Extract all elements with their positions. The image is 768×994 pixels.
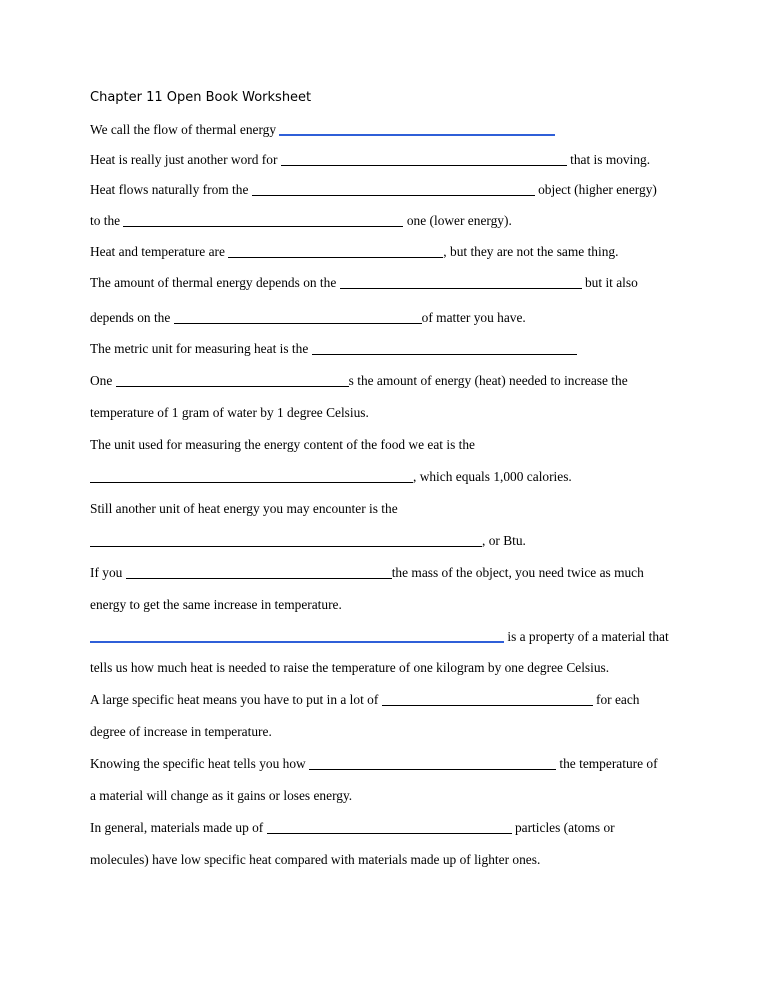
- line-text: Heat and temperature are: [90, 244, 229, 259]
- answer-blank[interactable]: [309, 756, 556, 770]
- line-text: molecules) have low specific heat compared with materials made up of lighter ones.: [90, 852, 541, 867]
- worksheet-line: [90, 597, 342, 613]
- answer-blank[interactable]: [279, 121, 555, 136]
- line-text: Still another unit of heat energy you may encounter is the: [90, 501, 398, 516]
- line-text: the temperature of: [556, 756, 658, 771]
- worksheet-line: [90, 437, 475, 453]
- line-text: If you: [90, 565, 126, 580]
- line-text: We call the flow of thermal energy: [90, 122, 280, 137]
- answer-blank[interactable]: [116, 373, 349, 387]
- worksheet-title: Chapter 11 Open Book Worksheet: [90, 90, 312, 105]
- line-text: The unit used for measuring the energy content of the food we eat is the: [90, 437, 475, 452]
- worksheet-line: [90, 628, 669, 645]
- worksheet-line: [90, 152, 650, 168]
- answer-blank[interactable]: [174, 310, 422, 324]
- line-text: Heat is really just another word for: [90, 152, 281, 167]
- line-text: , which equals 1,000 calories.: [413, 469, 572, 484]
- worksheet-line: [90, 121, 555, 138]
- worksheet-line: [90, 820, 615, 836]
- line-text: Heat flows naturally from the: [90, 182, 252, 197]
- worksheet-line: [90, 341, 577, 357]
- line-text: object (higher energy): [534, 182, 657, 197]
- line-text: for each: [592, 692, 640, 707]
- worksheet-line: [90, 213, 512, 229]
- answer-blank[interactable]: [312, 341, 577, 355]
- worksheet-line: [90, 182, 657, 198]
- line-text: energy to get the same increase in temperature.: [90, 597, 342, 612]
- line-text: , but they are not the same thing.: [443, 244, 619, 259]
- line-text: In general, materials made up of: [90, 820, 267, 835]
- line-text: one (lower energy).: [403, 213, 512, 228]
- worksheet-line: [90, 660, 609, 676]
- line-text: The amount of thermal energy depends on the: [90, 275, 340, 290]
- answer-blank[interactable]: [228, 244, 443, 258]
- answer-blank[interactable]: [90, 469, 413, 483]
- line-text: of matter you have.: [421, 310, 526, 325]
- line-text: particles (atoms or: [511, 820, 615, 835]
- worksheet-line: [90, 692, 640, 708]
- worksheet-line: [90, 852, 540, 868]
- worksheet-line: [90, 501, 398, 517]
- line-text: temperature of 1 gram of water by 1 degree Celsius.: [90, 405, 369, 420]
- worksheet-line: [90, 244, 618, 260]
- line-text: a material will change as it gains or loses energy.: [90, 788, 353, 803]
- line-text: degree of increase in temperature.: [90, 724, 272, 739]
- answer-blank[interactable]: [90, 628, 504, 643]
- answer-blank[interactable]: [340, 275, 582, 289]
- worksheet-line: [90, 756, 658, 772]
- line-text: but it also: [581, 275, 638, 290]
- answer-blank[interactable]: [281, 152, 567, 166]
- line-text: A large specific heat means you have to put in a lot of: [90, 692, 382, 707]
- worksheet-line: [90, 275, 638, 291]
- line-text: that is moving.: [566, 152, 651, 167]
- answer-blank[interactable]: [90, 533, 482, 547]
- worksheet-line: [90, 469, 572, 485]
- answer-blank[interactable]: [382, 692, 593, 706]
- line-text: the mass of the object, you need twice as much: [391, 565, 644, 580]
- answer-blank[interactable]: [267, 820, 512, 834]
- answer-blank[interactable]: [123, 213, 403, 227]
- line-text: depends on the: [90, 310, 174, 325]
- worksheet-line: [90, 724, 272, 740]
- worksheet-line: [90, 310, 526, 326]
- line-text: The metric unit for measuring heat is the: [90, 341, 312, 356]
- line-text: s the amount of energy (heat) needed to increase the: [348, 373, 628, 388]
- worksheet-line: [90, 373, 628, 389]
- line-text: to the: [90, 213, 124, 228]
- worksheet-line: [90, 788, 352, 804]
- line-text: Knowing the specific heat tells you how: [90, 756, 310, 771]
- worksheet-line: [90, 405, 369, 421]
- line-text: One: [90, 373, 116, 388]
- line-text: is a property of a material that: [504, 629, 669, 644]
- answer-blank[interactable]: [126, 565, 392, 579]
- worksheet-line: [90, 565, 644, 581]
- line-text: tells us how much heat is needed to raise the temperature of one kilogram by one degree Celsius.: [90, 660, 610, 675]
- line-text: , or Btu.: [482, 533, 526, 548]
- answer-blank[interactable]: [252, 182, 535, 196]
- worksheet-line: [90, 533, 526, 549]
